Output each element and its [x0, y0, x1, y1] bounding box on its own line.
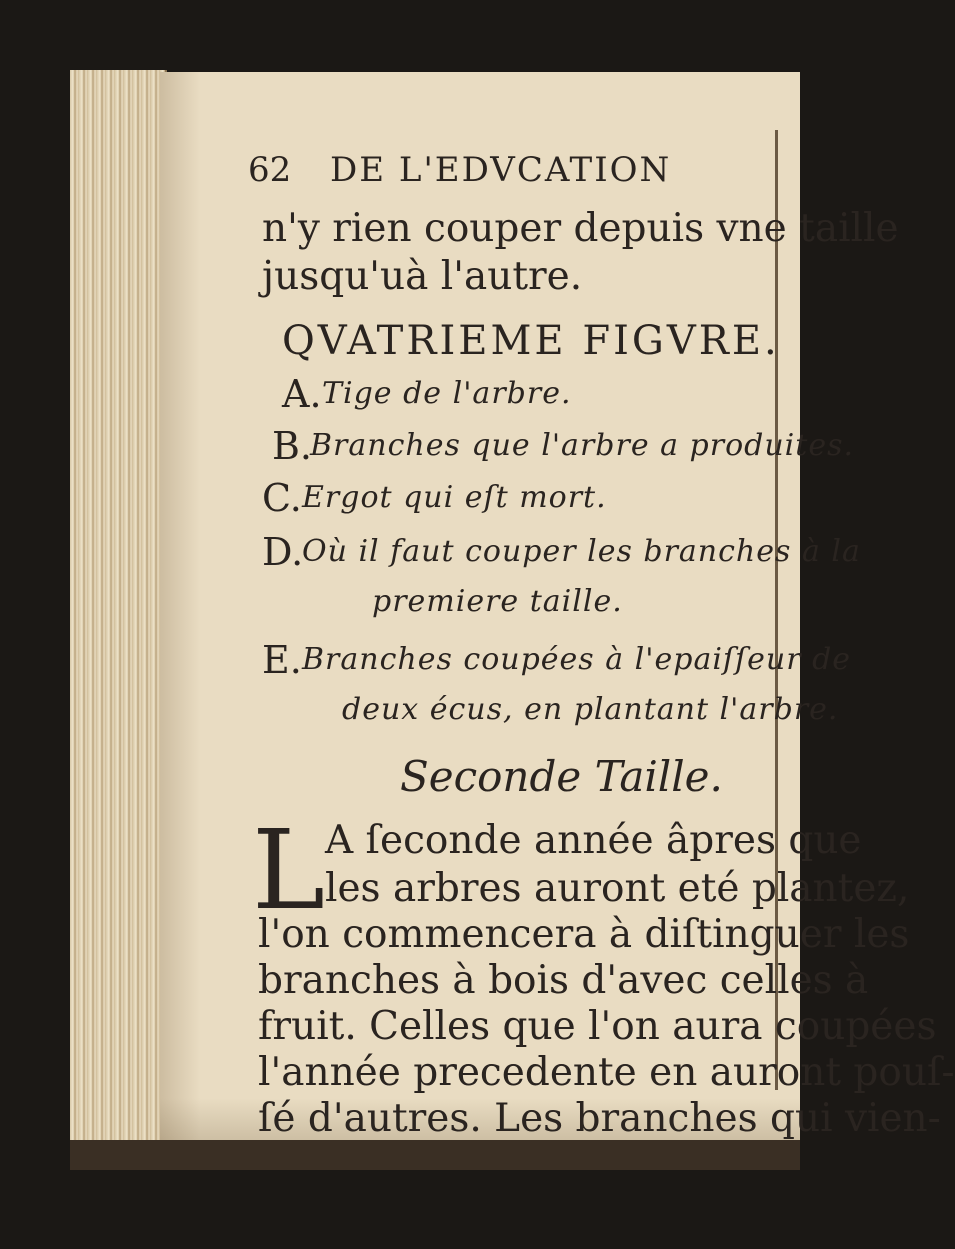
body-line-1: A ſeconde année âpres que [325, 818, 862, 863]
body-line-5: fruit. Celles que l'on aura coupées [258, 1004, 937, 1049]
intro-line-2: jusqu'uà l'autre. [262, 254, 583, 299]
legend-letter-a: A. [282, 372, 322, 416]
legend-text-d-cont: premiere taille. [372, 584, 623, 619]
running-head: DE L'EDVCATION [330, 150, 672, 190]
section-heading: Seconde Taille. [400, 752, 723, 801]
body-line-4: branches à bois d'avec celles à [258, 958, 869, 1003]
intro-line-1: n'y rien couper depuis vne taille [262, 206, 899, 251]
drop-cap: L [252, 806, 326, 934]
legend-text-a: Tige de l'arbre. [322, 376, 572, 411]
legend-letter-d: D. [262, 530, 304, 574]
legend-text-e: Branches coupées à l'epaiſſeur de [302, 642, 852, 677]
body-line-2: les arbres auront eté plantez, [325, 866, 910, 911]
legend-letter-b: B. [272, 424, 313, 468]
legend-text-c: Ergot qui eſt mort. [302, 480, 607, 515]
body-line-3: l'on commencera à diſtinguer les [258, 912, 910, 957]
body-line-6: l'année precedente en auront pouſ- [258, 1050, 955, 1095]
legend-text-d: Où il faut couper les branches à la [302, 534, 861, 569]
legend-letter-c: C. [262, 476, 302, 520]
page-bottom-shadow [70, 1140, 800, 1170]
legend-text-b: Branches que l'arbre a produites. [310, 428, 855, 463]
body-line-7: ſé d'autres. Les branches qui vien- [258, 1096, 941, 1141]
page-number: 62 [248, 150, 292, 190]
legend-text-e-cont: deux écus, en plantant l'arbre. [342, 692, 839, 727]
figure-heading: QVATRIEME FIGVRE. [282, 318, 780, 364]
book-page-edges [70, 70, 167, 1145]
legend-letter-e: E. [262, 638, 302, 682]
